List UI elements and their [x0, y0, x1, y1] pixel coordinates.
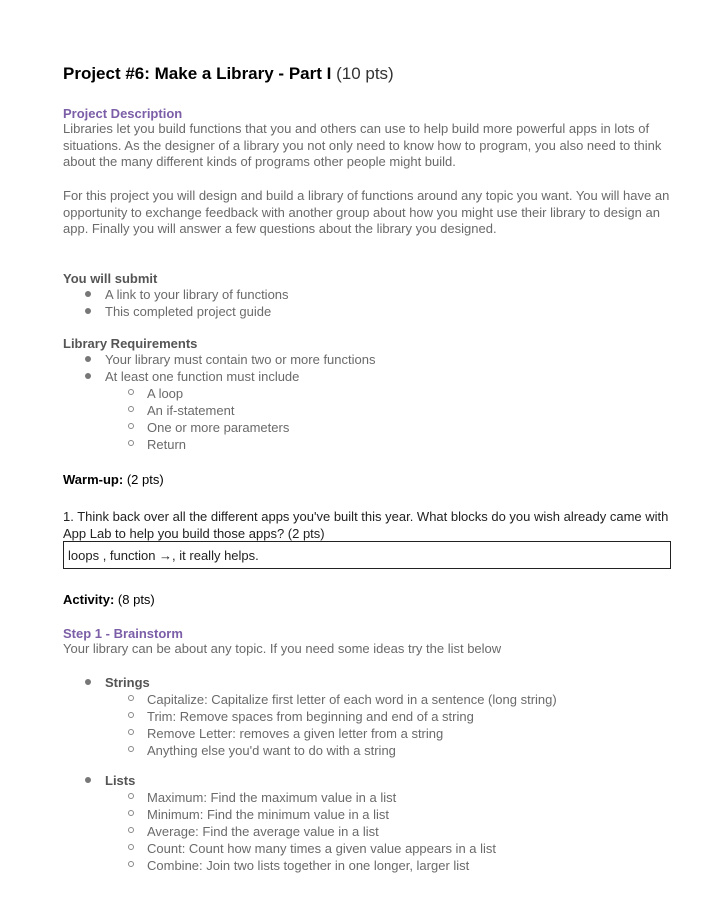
project-description-heading: Project Description — [63, 106, 183, 121]
list-item: Your library must contain two or more functions — [63, 351, 683, 368]
list-item: This completed project guide — [63, 303, 683, 320]
requirements-section — [63, 336, 683, 453]
step1-section — [63, 626, 683, 658]
activity-heading — [63, 592, 683, 607]
warmup-question: 1. Think back over all the different apps you've built this year. What blocks do you wish already came with App Lab to help you build those apps? (2 pts) — [63, 509, 669, 541]
activity-points: (8 pts) — [117, 592, 155, 607]
sub-list-item: Capitalize: Capitalize first letter of each word in a sentence (long string) — [63, 691, 683, 708]
page-title — [63, 64, 394, 84]
step1-heading: Step 1 - Brainstorm — [63, 626, 183, 641]
warmup-heading — [63, 472, 683, 487]
list-item: At least one function must include — [63, 368, 683, 385]
project-description-section — [63, 106, 683, 171]
sub-list-item: Return — [63, 436, 683, 453]
title-main: Project #6: Make a Library - Part I — [63, 64, 332, 83]
sub-list-item: A loop — [63, 385, 683, 402]
sub-list-item: Average: Find the average value in a list — [63, 823, 683, 840]
sub-list-item: Minimum: Find the minimum value in a list — [63, 806, 683, 823]
strings-list — [63, 674, 683, 759]
activity-label: Activity: — [63, 592, 115, 607]
sub-list-item: An if-statement — [63, 402, 683, 419]
lists-list — [63, 772, 683, 874]
sub-list-item: One or more parameters — [63, 419, 683, 436]
sub-list-item: Combine: Join two lists together in one longer, larger list — [63, 857, 683, 874]
sub-list-item: Anything else you'd want to do with a string — [63, 742, 683, 759]
submit-section — [63, 271, 683, 320]
warmup-label: Warm-up: — [63, 472, 124, 487]
requirements-heading: Library Requirements — [63, 336, 198, 351]
strings-section — [63, 674, 683, 759]
sub-list-item: Maximum: Find the maximum value in a list — [63, 789, 683, 806]
lists-label: Lists — [63, 772, 683, 789]
warmup-points: (2 pts) — [126, 472, 164, 487]
warmup-answer-field[interactable]: loops , function →, it really helps. — [63, 541, 671, 569]
lists-section — [63, 772, 683, 874]
strings-label: Strings — [63, 674, 683, 691]
sub-list-item: Trim: Remove spaces from beginning and end of a string — [63, 708, 683, 725]
submit-heading: You will submit — [63, 271, 158, 286]
sub-list-item: Remove Letter: removes a given letter from a string — [63, 725, 683, 742]
title-points: (10 pts) — [336, 64, 394, 83]
submit-list — [63, 286, 683, 320]
requirements-list — [63, 351, 683, 453]
list-item: A link to your library of functions — [63, 286, 683, 303]
description-paragraph-2: For this project you will design and build a library of functions around any topic you want. You will have an opportunity to exchange feedback with another group about how you might use their library to design an app. Finally you will answer a few questions about the library you designed. — [63, 188, 670, 237]
step1-intro: Your library can be about any topic. If you need some ideas try the list below — [63, 641, 502, 656]
description-paragraph-1: Libraries let you build functions that you and others can use to help build more powerful apps in lots of situations. As the designer of a library you not only need to know how to program, you also need to think about the many different kinds of programs other people might build. — [63, 121, 662, 170]
sub-list-item: Count: Count how many times a given value appears in a list — [63, 840, 683, 857]
